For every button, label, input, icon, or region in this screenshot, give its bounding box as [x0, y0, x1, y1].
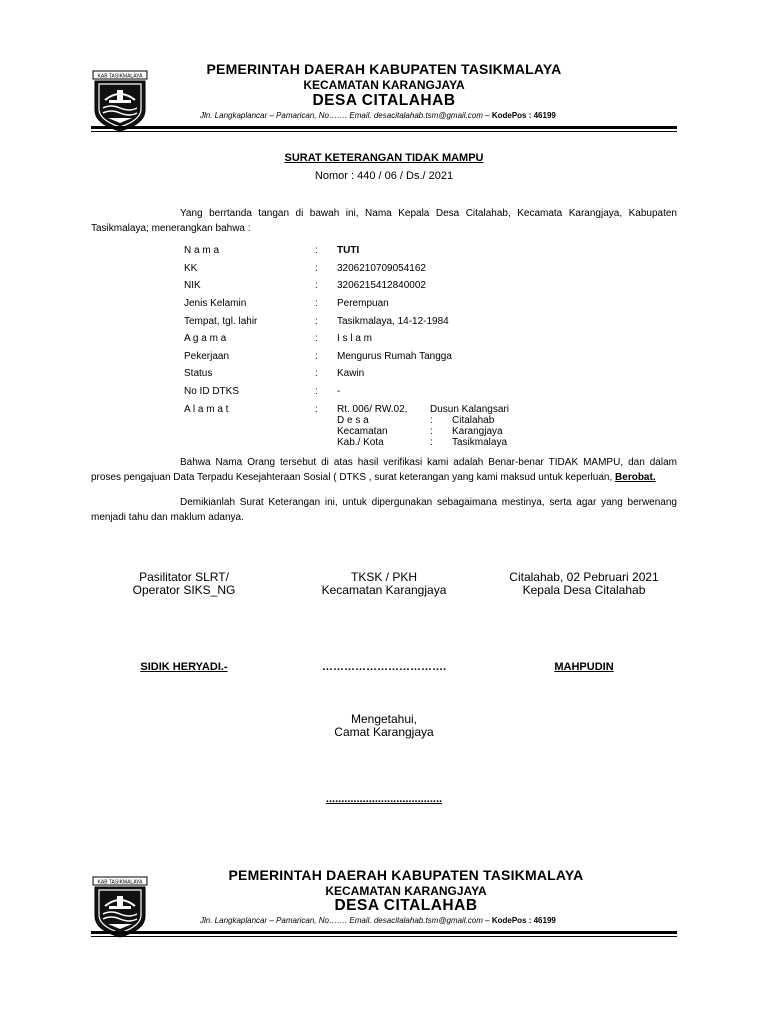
field-value: 3206210709054162: [337, 263, 426, 274]
header-government: PEMERINTAH DAERAH KABUPATEN TASIKMALAYA: [206, 61, 562, 77]
field-value: 3206215412840002: [337, 280, 426, 291]
field-label: Status: [184, 368, 213, 379]
body-paragraph-2: Demikianlah Surat Keterangan ini, untuk dipergunakan sebagaimana mestinya, serta agar yang berwenang menjadi tahu dan maklum adanya.: [91, 497, 677, 523]
header-divider-thin: [91, 131, 677, 132]
field-label: NIK: [184, 280, 201, 291]
intro-paragraph: Yang berrtanda tangan di bawah ini, Nama Kepala Desa Citalahab, Kecamata Karangjaya, Kabupaten Tasikmalaya; menerangkan bahwa :: [91, 208, 677, 234]
address-part-label: D e s a: [337, 415, 369, 426]
field-label: A g a m a: [184, 333, 227, 344]
header2-divider-thick: [91, 931, 677, 934]
header2-divider-thin: [91, 936, 677, 937]
field-colon: :: [315, 386, 318, 397]
signer-left-name: SIDIK HERYADI.-: [140, 661, 228, 673]
address-part-label: Kab./ Kota: [337, 437, 384, 448]
field-value: I s l a m: [337, 333, 373, 344]
header-divider-thick: [91, 126, 677, 129]
field-colon: :: [315, 333, 318, 344]
field-colon: :: [315, 316, 318, 327]
field-value: Kawin: [337, 368, 365, 379]
field-value: TUTI: [337, 245, 360, 256]
letter-title: SURAT KETERANGAN TIDAK MAMPU: [284, 152, 484, 164]
field-colon: :: [315, 298, 318, 309]
address-dusun: Dusun Kalangsari: [430, 404, 509, 415]
field-colon: :: [315, 280, 318, 291]
address-part-value: Karangjaya: [452, 426, 503, 437]
header2-village: DESA CITALAHAB: [334, 897, 478, 914]
acknowledgement: [284, 713, 484, 739]
body-paragraph-1: [91, 455, 677, 485]
header2-district: KECAMATAN KARANGJAYA: [325, 884, 487, 898]
signer-middle-line2: Kecamatan Karangjaya: [321, 583, 447, 597]
field-value: Rt. 006/ RW.02,: [337, 404, 408, 415]
field-label: N a m a: [184, 245, 220, 256]
address-text: Jln. Langkaplancar – Pamarican, No……. Email. desacitalahab.tsm@gmail.com –: [200, 111, 490, 120]
field-colon: :: [315, 368, 318, 379]
header-address: [200, 111, 556, 120]
address-text-2: Jln. Langkaplancar – Pamarican, No……. Email. desacitalahab.tsm@gmail.com –: [200, 916, 490, 925]
ack-line2: Camat Karangjaya: [334, 725, 434, 739]
field-label: Tempat, tgl. lahir: [184, 316, 258, 327]
logo-text: KAB TASIKMALAYA: [97, 73, 143, 80]
body-text: Bahwa Nama Orang tersebut di atas hasil verifikasi kami adalah Benar-benar TIDAK MAMPU, dan dalam proses pengajuan Data Terpadu Kesejahteraan Sosial ( DTKS , surat keterangan yang kami maksud untuk keperluan,: [91, 457, 677, 483]
ack-line1: Mengetahui,: [350, 712, 418, 726]
signer-left-line2: Operator SIKS_NG: [132, 583, 236, 597]
field-colon: :: [315, 404, 318, 415]
field-value: Mengurus Rumah Tangga: [337, 351, 452, 362]
address-postcode: KodePos : 46199: [491, 111, 556, 120]
address-part-colon: :: [430, 426, 433, 437]
signer-right-line2: Kepala Desa Citalahab: [522, 583, 646, 597]
purpose: Berobat.: [615, 472, 656, 483]
camat-name-blank: ......................................: [325, 793, 443, 805]
signer-right-role: [484, 571, 684, 597]
signer-left-role: [84, 571, 284, 597]
address-part-value: Citalahab: [452, 415, 495, 426]
signer-right-line1: Citalahab, 02 Pebruari 2021: [509, 570, 659, 584]
address-part-label: Kecamatan: [337, 426, 388, 437]
header-village: DESA CITALAHAB: [312, 92, 456, 109]
logo-text-2: KAB TASIKMALAYA: [97, 879, 143, 886]
field-colon: :: [315, 351, 318, 362]
regency-logo: [91, 70, 149, 132]
field-label: Jenis Kelamin: [184, 298, 247, 309]
signer-middle-role: [284, 571, 484, 597]
header-district: KECAMATAN KARANGJAYA: [303, 78, 465, 92]
field-label: No ID DTKS: [184, 386, 240, 397]
signer-left-line1: Pasilitator SLRT/: [139, 570, 229, 584]
field-value: -: [337, 386, 341, 397]
signer-middle-line1: TKSK / PKH: [350, 570, 418, 584]
letter-number: Nomor : 440 / 06 / Ds./ 2021: [314, 170, 454, 182]
regency-logo-2: [91, 876, 149, 938]
header2-government: PEMERINTAH DAERAH KABUPATEN TASIKMALAYA: [228, 867, 584, 883]
signer-middle-name: …………………………….: [321, 661, 447, 673]
signer-right-name: MAHPUDIN: [554, 661, 614, 673]
address-part-colon: :: [430, 415, 433, 426]
field-colon: :: [315, 245, 318, 256]
header2-address: [200, 916, 556, 925]
field-value: Perempuan: [337, 298, 389, 309]
address-part-value: Tasikmalaya: [452, 437, 508, 448]
field-colon: :: [315, 263, 318, 274]
address-part-colon: :: [430, 437, 433, 448]
field-label: A l a m a t: [184, 404, 229, 415]
address-postcode-2: KodePos : 46199: [491, 916, 556, 925]
field-value: Tasikmalaya, 14-12-1984: [337, 316, 449, 327]
field-label: KK: [184, 263, 198, 274]
field-label: Pekerjaan: [184, 351, 230, 362]
